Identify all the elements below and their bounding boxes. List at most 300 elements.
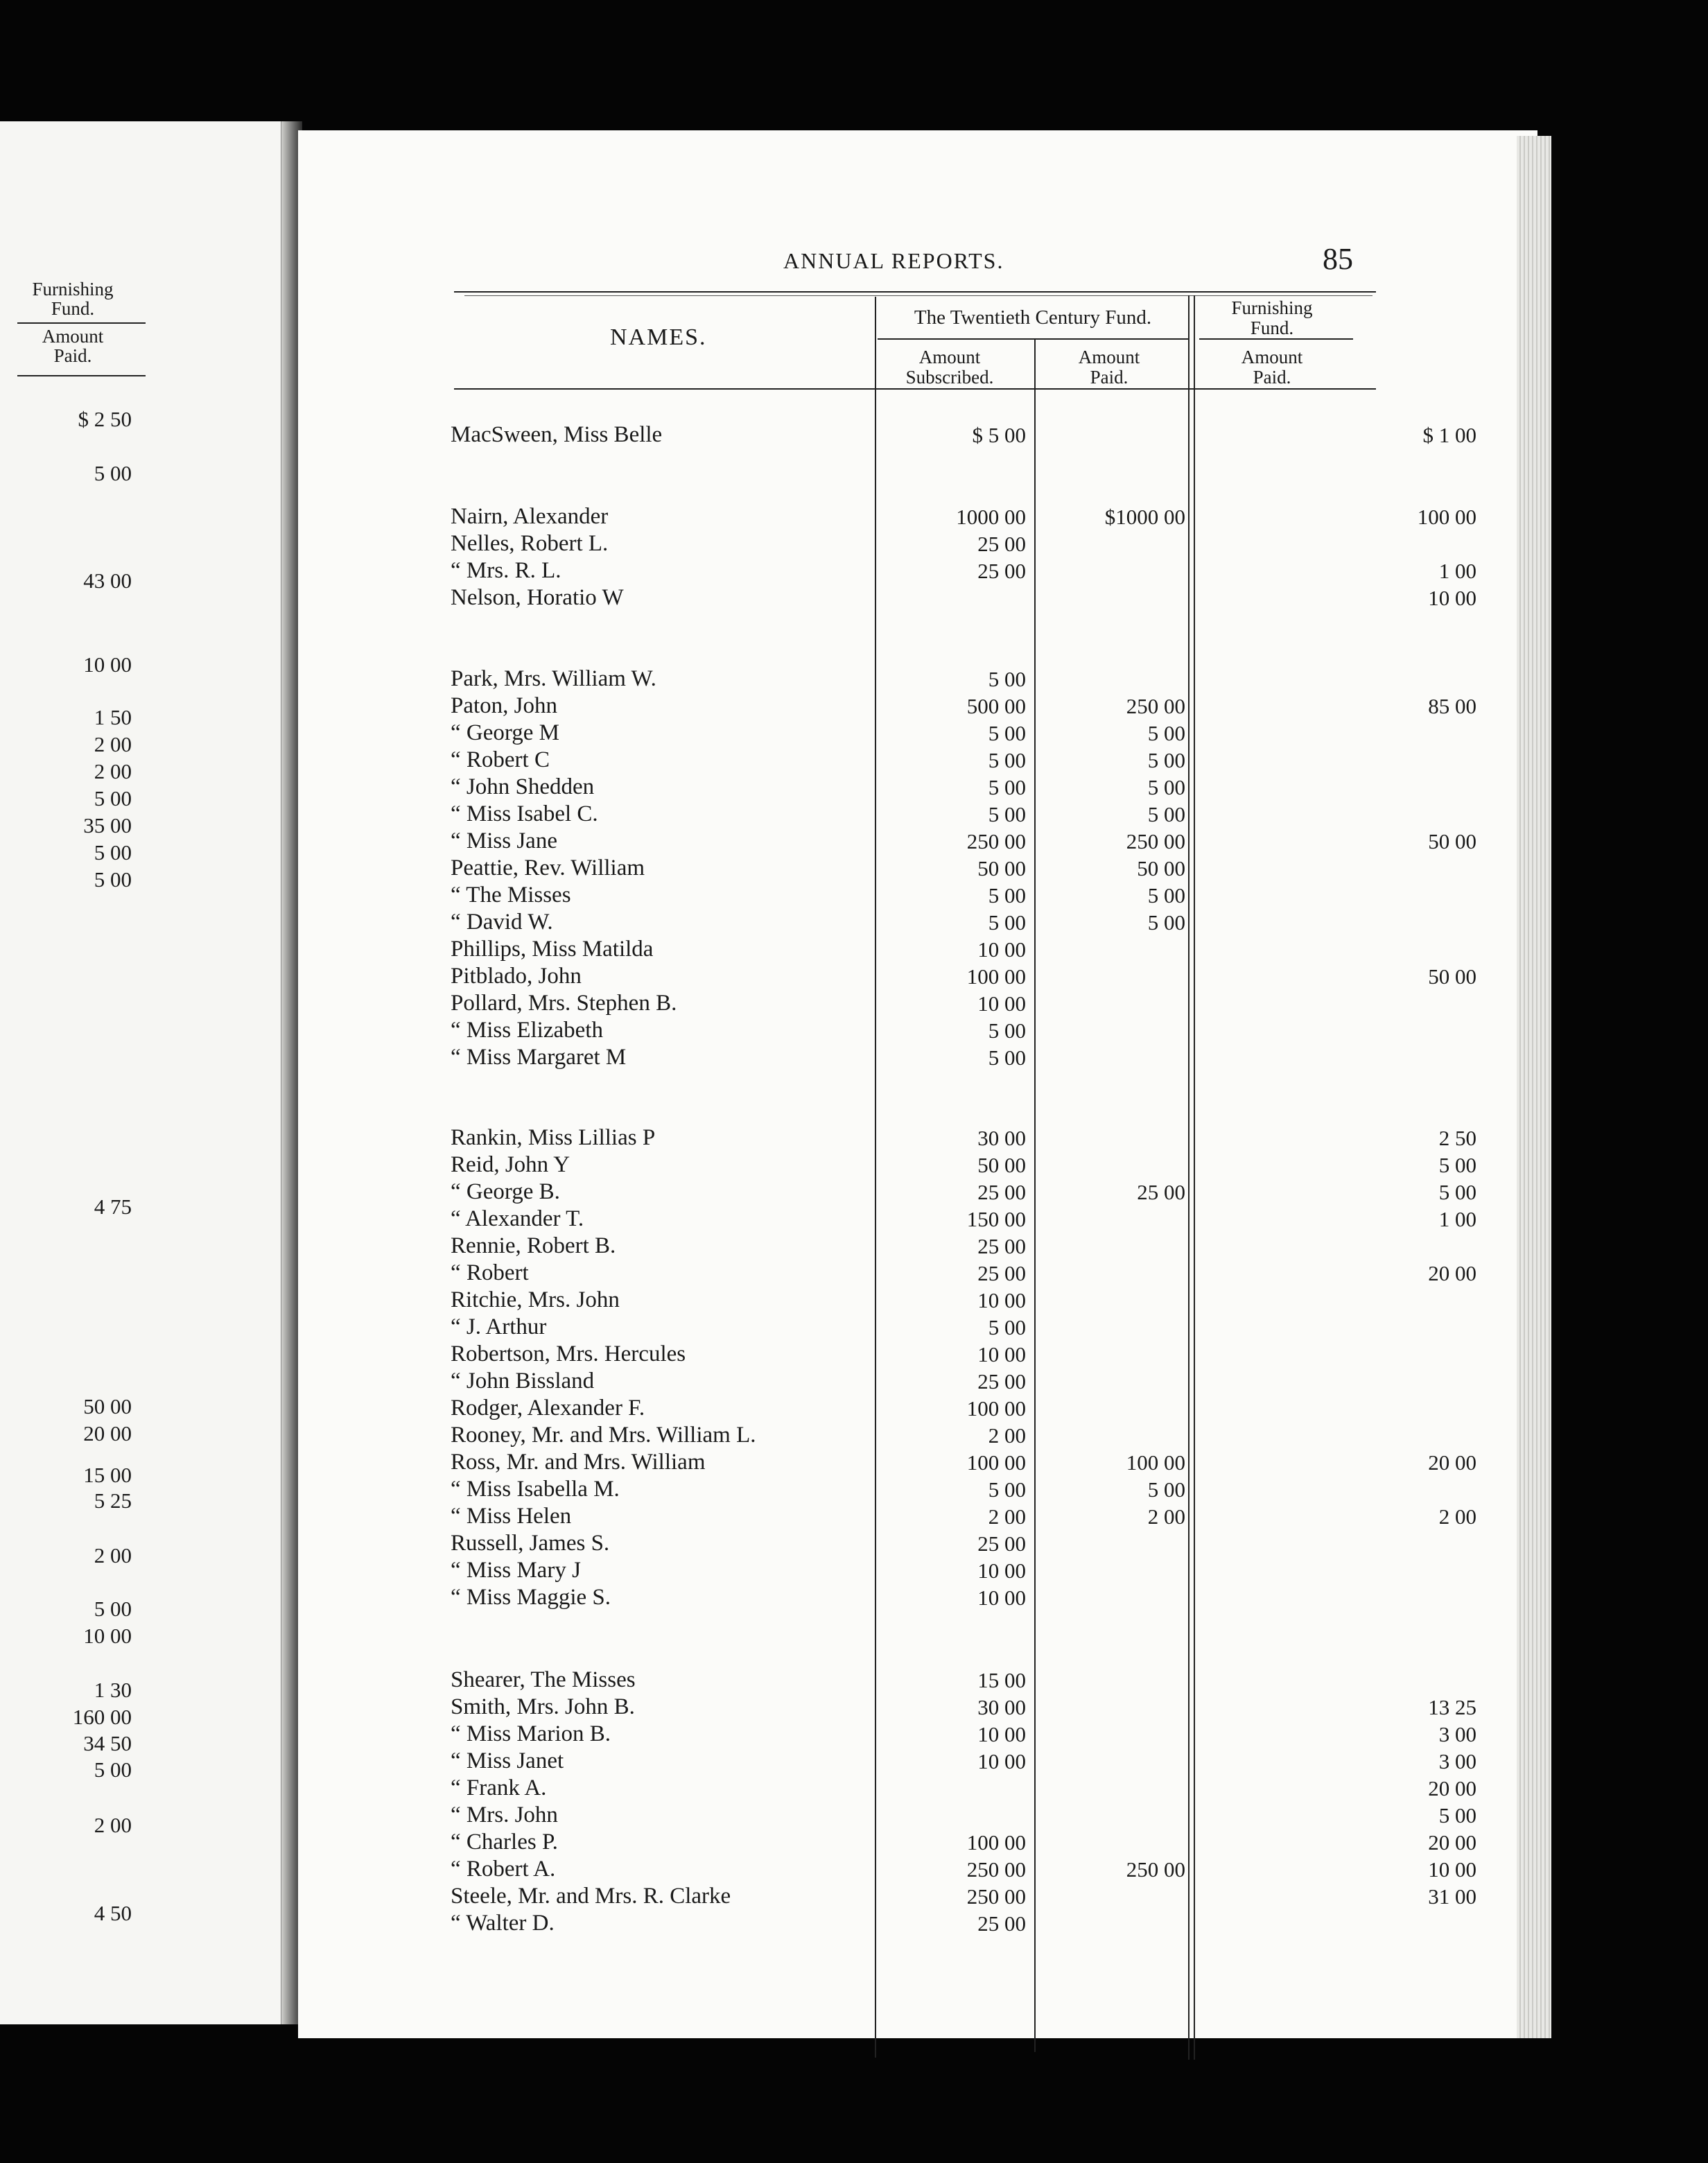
furnishing-paid-cell: 20 00 [1428, 1830, 1476, 1854]
subscriber-name-text: “ John Bissland [451, 1369, 597, 1393]
furnishing-paid-cell [1310, 1044, 1476, 1071]
left-furnishing-value: 10 00 [83, 1624, 132, 1648]
subscriber-name [451, 1314, 873, 1341]
table-top-rule-thin [464, 295, 1372, 296]
table-row [451, 1206, 1504, 1233]
subscriber-name-text: “ Miss Marion B. [451, 1721, 613, 1746]
subscriber-name-text: “ John Shedden [451, 774, 597, 799]
heading-line: Fund. [1250, 318, 1294, 338]
heading-line: Subscribed. [905, 367, 994, 388]
amount-subscribed-cell: 30 00 [977, 1126, 1026, 1150]
amount-paid-cell [1054, 1829, 1185, 1856]
table-row [451, 1476, 1504, 1503]
amount-paid-cell [1054, 422, 1185, 449]
left-furnishing-value: 4 50 [94, 1901, 132, 1925]
amount-paid-cell [1054, 963, 1185, 990]
table-row [451, 936, 1504, 963]
amount-paid-cell [1054, 1314, 1185, 1341]
furnishing-paid-cell: $ 1 00 [1422, 423, 1476, 447]
amount-paid-cell [1054, 1883, 1185, 1910]
left-furnishing-value: 1 30 [94, 1678, 132, 1702]
subscriber-name [451, 1530, 873, 1557]
amount-subscribed-cell: 500 00 [966, 694, 1026, 718]
amount-paid-cell [1054, 666, 1185, 693]
table-row [451, 1802, 1504, 1829]
amount-paid-cell [1054, 990, 1185, 1017]
furnishing-paid-cell [1310, 882, 1476, 909]
table-row [451, 1883, 1504, 1910]
left-heading-line: Furnishing [32, 279, 114, 299]
amount-paid-heading [1040, 347, 1178, 388]
subscriber-name [451, 557, 873, 584]
amount-subscribed-cell: 5 00 [988, 775, 1026, 799]
furnishing-paid-cell: 10 00 [1428, 1857, 1476, 1882]
table-row [451, 747, 1504, 774]
subscriber-name [451, 1476, 873, 1503]
subscriber-name-text: Nelson, Horatio W [451, 585, 627, 610]
amount-paid-cell [1054, 936, 1185, 963]
subscriber-name [451, 1503, 873, 1530]
furnishing-paid-cell: 1 00 [1438, 559, 1476, 583]
amount-subscribed-cell: 10 00 [977, 991, 1026, 1016]
subscriber-name-text: “ Miss Elizabeth [451, 1018, 606, 1043]
table-row [451, 1829, 1504, 1856]
amount-subscribed-cell: 5 00 [988, 1477, 1026, 1502]
amount-subscribed-cell [901, 1802, 1026, 1829]
subscriber-name [451, 855, 873, 882]
furnishing-paid-cell: 5 00 [1438, 1803, 1476, 1827]
amount-subscribed-cell [901, 584, 1026, 611]
subscriber-name [451, 801, 873, 828]
furnishing-paid-cell [1310, 801, 1476, 828]
fund-heading-rule [878, 338, 1188, 340]
table-row [451, 1233, 1504, 1260]
subscriber-name-text: “ Miss Janet [451, 1748, 566, 1773]
subscriber-name-text: “ Mrs. R. L. [451, 558, 564, 583]
running-header: ANNUAL REPORTS. [783, 248, 1004, 273]
subscriber-name [451, 1449, 873, 1476]
subscriber-name-text: Pitblado, John [451, 964, 584, 989]
heading-line: Paid. [1253, 367, 1291, 388]
subscriber-name-text: Pollard, Mrs. Stephen B. [451, 991, 679, 1016]
furnishing-paid-cell: 3 00 [1438, 1749, 1476, 1773]
subscriber-name [451, 1721, 873, 1748]
table-row [451, 1044, 1504, 1071]
subscriber-name-text: “ The Misses [451, 883, 574, 907]
amount-paid-cell [1054, 1368, 1185, 1395]
table-row [451, 1557, 1504, 1584]
amount-paid-cell: 250 00 [1126, 1857, 1185, 1882]
table-row [451, 1503, 1504, 1530]
subscriber-name-text: Nelles, Robert L. [451, 531, 611, 556]
subscriber-name-text: Phillips, Miss Matilda [451, 937, 656, 962]
amount-subscribed-cell: 5 00 [988, 802, 1026, 826]
subscriber-name [451, 1557, 873, 1584]
subscriber-name [451, 422, 873, 449]
subscriber-name-text: “ J. Arthur [451, 1314, 549, 1339]
furnishing-paid-cell [1310, 720, 1476, 747]
left-furnishing-value: 10 00 [83, 652, 132, 677]
amount-subscribed-cell: 250 00 [966, 1857, 1026, 1882]
furnishing-paid-cell [1310, 936, 1476, 963]
furnishing-paid-heading [1203, 347, 1341, 388]
amount-paid-cell [1054, 1260, 1185, 1287]
subscriber-name-text: “ Miss Isabel C. [451, 801, 601, 826]
subscriber-name [451, 1179, 873, 1206]
left-heading-rule [17, 375, 146, 376]
left-heading-line: Amount [42, 326, 104, 347]
amount-paid-cell [1054, 1422, 1185, 1449]
table-row [451, 1152, 1504, 1179]
amount-paid-cell [1054, 1124, 1185, 1152]
amount-subscribed-cell: 25 00 [977, 1180, 1026, 1204]
subscriber-name [451, 774, 873, 801]
amount-subscribed-cell: 10 00 [977, 1342, 1026, 1366]
amount-paid-cell: 5 00 [1147, 721, 1185, 745]
furnishing-paid-cell: 10 00 [1428, 586, 1476, 610]
subscriber-name [451, 1422, 873, 1449]
furnishing-paid-cell: 50 00 [1428, 829, 1476, 853]
left-furnishing-value: 5 25 [94, 1488, 132, 1513]
subscriber-name-text: Peattie, Rev. William [451, 855, 647, 880]
furnishing-paid-cell [1310, 747, 1476, 774]
amount-paid-cell [1054, 1802, 1185, 1829]
subscriber-name-text: Rodger, Alexander F. [451, 1396, 647, 1421]
subscriber-name [451, 1829, 873, 1856]
heading-line: Amount [1241, 347, 1303, 367]
table-row [451, 1395, 1504, 1422]
furnishing-paid-cell: 85 00 [1428, 694, 1476, 718]
amount-paid-cell [1054, 1775, 1185, 1802]
amount-paid-cell [1054, 1667, 1185, 1694]
subscriber-name [451, 936, 873, 963]
table-row [451, 584, 1504, 611]
subscriber-name [451, 1233, 873, 1260]
subscriber-name [451, 1910, 873, 1937]
furnishing-paid-cell [1310, 1368, 1476, 1395]
subscriber-name [451, 963, 873, 990]
amount-subscribed-heading [880, 347, 1019, 388]
amount-subscribed-cell: 25 00 [977, 559, 1026, 583]
table-row [451, 828, 1504, 855]
left-furnishing-value: 160 00 [72, 1705, 132, 1729]
amount-subscribed-cell: 5 00 [988, 1045, 1026, 1070]
subscriber-name [451, 1883, 873, 1910]
subscriber-name [451, 1694, 873, 1721]
left-heading-line: Paid. [53, 345, 92, 366]
amount-subscribed-cell: 50 00 [977, 856, 1026, 880]
subscriber-name [451, 720, 873, 747]
heading-line: Amount [1078, 347, 1140, 367]
amount-subscribed-cell: 5 00 [988, 1315, 1026, 1339]
table-row [451, 1667, 1504, 1694]
left-page [0, 121, 291, 2024]
subscriber-name [451, 1152, 873, 1179]
heading-line: Paid. [1090, 367, 1128, 388]
amount-paid-cell [1054, 1287, 1185, 1314]
amount-paid-cell [1054, 1557, 1185, 1584]
subscriber-name-text: Smith, Mrs. John B. [451, 1694, 638, 1719]
subscriber-name-text: Rennie, Robert B. [451, 1233, 618, 1258]
amount-subscribed-cell: 10 00 [977, 1749, 1026, 1773]
furnishing-paid-cell [1310, 1017, 1476, 1044]
left-furnishing-value: 4 75 [94, 1195, 132, 1219]
furnishing-paid-cell: 5 00 [1438, 1153, 1476, 1177]
subscriber-name-text: “ Miss Jane [451, 828, 560, 853]
left-furnishing-value: 50 00 [83, 1394, 132, 1418]
furnishing-paid-cell: 20 00 [1428, 1776, 1476, 1800]
furnishing-paid-cell: 20 00 [1428, 1261, 1476, 1285]
amount-subscribed-cell: 100 00 [966, 964, 1026, 989]
subscriber-name-text: Rooney, Mr. and Mrs. William L. [451, 1423, 758, 1448]
amount-subscribed-cell: 250 00 [966, 829, 1026, 853]
furnishing-paid-cell [1310, 1314, 1476, 1341]
left-furnishing-value: 34 50 [83, 1731, 132, 1755]
names-heading: NAMES. [610, 324, 707, 350]
amount-subscribed-cell: 10 00 [977, 1722, 1026, 1746]
left-furnishing-value: 35 00 [83, 813, 132, 837]
amount-subscribed-cell: 5 00 [988, 910, 1026, 935]
amount-subscribed-cell: 5 00 [988, 1018, 1026, 1043]
furnishing-paid-cell [1310, 1530, 1476, 1557]
subscriber-name-text: Nairn, Alexander [451, 504, 611, 529]
amount-subscribed-cell: 150 00 [966, 1207, 1026, 1231]
table-row [451, 503, 1504, 530]
amount-paid-cell: 250 00 [1126, 694, 1185, 718]
page-edges [1517, 136, 1551, 2038]
subscriber-name [451, 1287, 873, 1314]
amount-subscribed-cell: 100 00 [966, 1450, 1026, 1475]
amount-paid-cell [1054, 1395, 1185, 1422]
left-furnishing-value: 5 00 [94, 840, 132, 865]
subscriber-name [451, 990, 873, 1017]
subscriber-name [451, 666, 873, 693]
subscriber-name-text: Russell, James S. [451, 1531, 612, 1556]
amount-paid-cell [1054, 1341, 1185, 1368]
furnishing-paid-cell [1310, 530, 1476, 557]
amount-paid-cell: 5 00 [1147, 910, 1185, 935]
subscriber-name [451, 1124, 873, 1152]
left-furnishing-value: 2 00 [94, 1813, 132, 1837]
table-row [451, 774, 1504, 801]
amount-paid-cell [1054, 530, 1185, 557]
subscriber-name-text: “ George M [451, 720, 562, 745]
furnishing-paid-cell [1310, 1910, 1476, 1937]
furnishing-heading-rule [1199, 338, 1353, 340]
amount-subscribed-cell: 5 00 [988, 667, 1026, 691]
subscriber-name [451, 747, 873, 774]
furnishing-paid-cell [1310, 774, 1476, 801]
amount-subscribed-cell: 25 00 [977, 1369, 1026, 1393]
amount-paid-cell: 250 00 [1126, 829, 1185, 853]
left-furnishing-value: 2 00 [94, 1543, 132, 1567]
furnishing-paid-cell [1310, 1667, 1476, 1694]
amount-subscribed-cell: 25 00 [977, 532, 1026, 556]
amount-paid-cell [1054, 1748, 1185, 1775]
left-furnishing-value: 43 00 [83, 568, 132, 593]
table-row [451, 422, 1504, 449]
subscriber-name-text: “ Robert C [451, 747, 552, 772]
amount-subscribed-cell: 25 00 [977, 1911, 1026, 1936]
subscriber-name [451, 1044, 873, 1071]
amount-subscribed-cell: 1000 00 [956, 505, 1026, 529]
subscriber-name-text: “ Charles P. [451, 1830, 561, 1854]
furnishing-paid-cell: 1 00 [1438, 1207, 1476, 1231]
furnishing-paid-cell [1310, 1233, 1476, 1260]
table-row [451, 1530, 1504, 1557]
furnishing-paid-cell: 100 00 [1417, 505, 1476, 529]
subscriber-name [451, 1368, 873, 1395]
table-row [451, 1260, 1504, 1287]
furnishing-paid-cell: 3 00 [1438, 1722, 1476, 1746]
table-row [451, 720, 1504, 747]
left-furnishing-value: 2 00 [94, 732, 132, 756]
subscriber-name-text: “ Miss Mary J [451, 1558, 584, 1583]
furnishing-paid-cell: 20 00 [1428, 1450, 1476, 1475]
subscriber-name-text: “ Robert A. [451, 1857, 558, 1882]
table-row [451, 1584, 1504, 1611]
furnishing-paid-cell: 13 25 [1428, 1695, 1476, 1719]
table-row [451, 1910, 1504, 1937]
subscriber-name [451, 1260, 873, 1287]
amount-subscribed-cell: 250 00 [966, 1884, 1026, 1909]
subscriber-name [451, 1206, 873, 1233]
subscriber-name [451, 584, 873, 611]
subscriber-name-text: “ Alexander T. [451, 1206, 586, 1231]
table-row [451, 1179, 1504, 1206]
amount-subscribed-cell: 25 00 [977, 1531, 1026, 1556]
amount-subscribed-cell: 2 00 [988, 1423, 1026, 1448]
amount-paid-cell: $1000 00 [1104, 505, 1185, 529]
subscriber-name-text: Paton, John [451, 693, 560, 718]
subscriber-name [451, 882, 873, 909]
subscriber-name [451, 1748, 873, 1775]
table-row [451, 963, 1504, 990]
left-furnishing-value: 5 00 [94, 1757, 132, 1782]
left-furnishing-value: 5 00 [94, 786, 132, 810]
subscriber-name [451, 530, 873, 557]
furnishing-paid-cell: 2 50 [1438, 1126, 1476, 1150]
table-row [451, 909, 1504, 936]
heading-line: Amount [918, 347, 981, 367]
amount-paid-cell [1054, 1584, 1185, 1611]
amount-paid-cell [1054, 584, 1185, 611]
amount-paid-cell: 5 00 [1147, 802, 1185, 826]
left-furnishing-value: 5 00 [94, 867, 132, 892]
page-number: 85 [1323, 242, 1353, 276]
left-heading-line: Fund. [51, 298, 95, 319]
furnishing-paid-cell [1310, 1395, 1476, 1422]
furnishing-paid-cell [1310, 1584, 1476, 1611]
left-furnishing-value: 20 00 [83, 1421, 132, 1445]
table-row [451, 1422, 1504, 1449]
left-furnishing-value: 15 00 [83, 1463, 132, 1487]
amount-subscribed-cell: 25 00 [977, 1234, 1026, 1258]
subscriber-name-text: “ Walter D. [451, 1911, 557, 1936]
amount-paid-cell [1054, 1721, 1185, 1748]
amount-subscribed-cell: 10 00 [977, 937, 1026, 962]
furnishing-paid-cell: 31 00 [1428, 1884, 1476, 1909]
furnishing-fund-heading [1203, 298, 1341, 338]
amount-subscribed-cell: 15 00 [977, 1668, 1026, 1692]
amount-paid-cell: 100 00 [1126, 1450, 1185, 1475]
subscriber-name-text: “ Miss Isabella M. [451, 1477, 622, 1502]
subscriber-name [451, 693, 873, 720]
subscriber-name-text: Ross, Mr. and Mrs. William [451, 1450, 708, 1475]
amount-paid-cell [1054, 1530, 1185, 1557]
subscriber-name [451, 1667, 873, 1694]
subscriber-name [451, 909, 873, 936]
amount-paid-cell: 5 00 [1147, 883, 1185, 907]
table-row [451, 1721, 1504, 1748]
table-row [451, 1314, 1504, 1341]
table-row [451, 1287, 1504, 1314]
amount-paid-cell [1054, 1152, 1185, 1179]
subscriber-name [451, 1017, 873, 1044]
table-row [451, 1368, 1504, 1395]
amount-paid-cell [1054, 1694, 1185, 1721]
amount-subscribed-cell: $ 5 00 [972, 423, 1026, 447]
amount-subscribed-cell: 50 00 [977, 1153, 1026, 1177]
amount-subscribed-cell: 10 00 [977, 1288, 1026, 1312]
left-furnishing-value: 1 50 [94, 705, 132, 729]
subscriber-name-text: Rankin, Miss Lillias P [451, 1125, 658, 1150]
amount-subscribed-cell: 100 00 [966, 1830, 1026, 1854]
furnishing-paid-cell [1310, 1287, 1476, 1314]
amount-subscribed-cell: 30 00 [977, 1695, 1026, 1719]
subscriber-name-text: MacSween, Miss Belle [451, 422, 665, 447]
furnishing-paid-cell [1310, 1422, 1476, 1449]
table-row [451, 530, 1504, 557]
table-row [451, 990, 1504, 1017]
left-furnishing-value: 5 00 [94, 461, 132, 485]
amount-subscribed-cell: 5 00 [988, 883, 1026, 907]
amount-paid-cell: 25 00 [1137, 1180, 1185, 1204]
table-row [451, 882, 1504, 909]
amount-paid-cell [1054, 1206, 1185, 1233]
table-row [451, 855, 1504, 882]
table-top-rule [454, 291, 1376, 293]
subscriber-name-text: Reid, John Y [451, 1152, 573, 1177]
amount-paid-cell: 2 00 [1147, 1504, 1185, 1529]
table-row [451, 1856, 1504, 1883]
subscriber-name [451, 1856, 873, 1883]
subscriber-name-text: Shearer, The Misses [451, 1667, 638, 1692]
amount-subscribed-cell: 5 00 [988, 748, 1026, 772]
amount-subscribed-cell: 2 00 [988, 1504, 1026, 1529]
subscriber-name [451, 1775, 873, 1802]
table-row [451, 693, 1504, 720]
subscriber-name [451, 1395, 873, 1422]
table-row [451, 1748, 1504, 1775]
furnishing-paid-cell [1310, 855, 1476, 882]
subscriber-name-text: Park, Mrs. William W. [451, 666, 659, 691]
heading-bottom-rule [454, 388, 1376, 390]
amount-subscribed-cell: 10 00 [977, 1558, 1026, 1583]
table-row [451, 1341, 1504, 1368]
amount-subscribed-cell: 100 00 [966, 1396, 1026, 1421]
subscriber-name-text: “ Miss Margaret M [451, 1045, 629, 1070]
heading-line: Furnishing [1231, 297, 1313, 318]
subscriber-name [451, 828, 873, 855]
subscriber-name-text: “ Robert [451, 1260, 532, 1285]
subscriber-name-text: “ David W. [451, 910, 556, 935]
subscriber-name [451, 503, 873, 530]
table-row [451, 1017, 1504, 1044]
amount-paid-cell [1054, 557, 1185, 584]
furnishing-paid-cell: 5 00 [1438, 1180, 1476, 1204]
table-row [451, 1124, 1504, 1152]
